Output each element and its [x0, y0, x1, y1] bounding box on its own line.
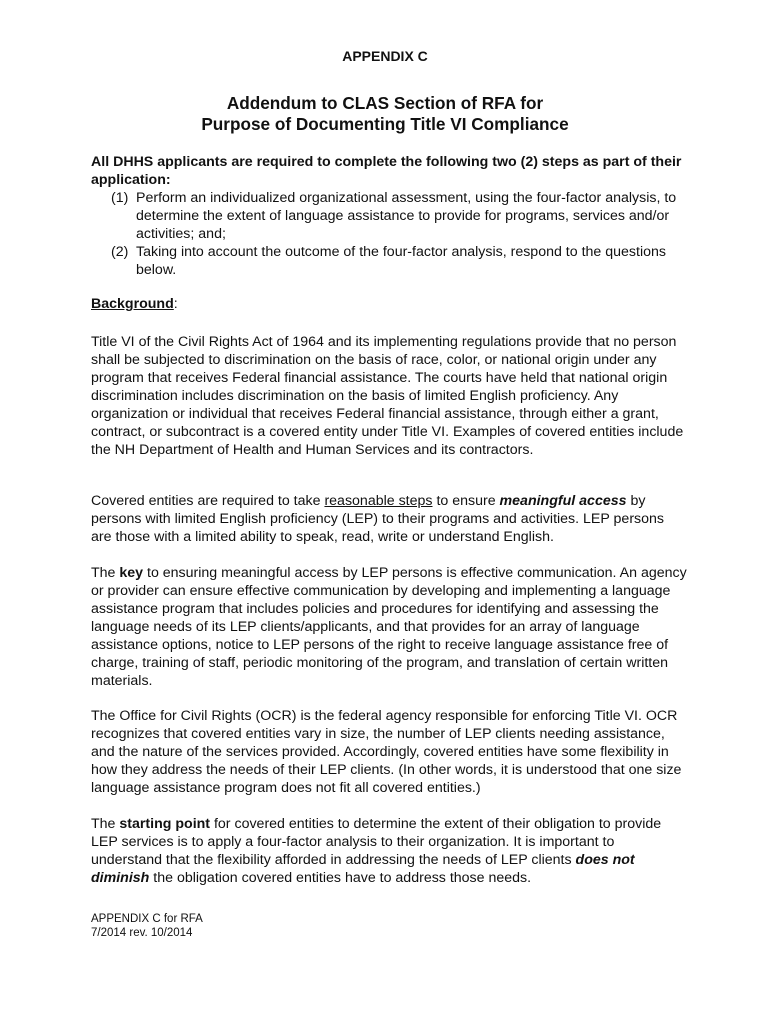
step-text: Taking into account the outcome of the four-factor analysis, respond to the questions below. — [136, 244, 666, 278]
background-heading-text: Background — [91, 296, 174, 312]
p5-text-a: The — [91, 816, 120, 832]
paragraph-ocr: The Office for Civil Rights (OCR) is the federal agency responsible for enforcing Title VI. OCR recognizes that covered entities vary in size, the number of LEP clients needing assistance, and the nature of the services provided. Accordingly, covered entities have some flexibility in how they address the needs of their LEP clients. (In other words, it is understood that one size language assistance program does not fit all covered entities.) — [91, 708, 682, 796]
p2-text-a: Covered entities are required to take — [91, 493, 325, 509]
document-title — [0, 93, 770, 135]
intro-instructions: All DHHS applicants are required to complete the following two (2) steps as part of their application: — [91, 154, 682, 188]
paragraph-title-vi: Title VI of the Civil Rights Act of 1964 and its implementing regulations provide that no person shall be subjected to discrimination on the basis of race, color, or national origin under any program that receives Federal financial assistance. The courts have held that national origin discrimination includes discrimination on the basis of limited English proficiency. Any organization or individual that receives Federal financial assistance, through either a grant, contract, or subcontract is a covered entity under Title VI. Examples of covered entities include the NH Department of Health and Human Services and its contractors. — [91, 334, 684, 458]
paragraph-starting-point — [91, 815, 687, 887]
meaningful-access-text: meaningful access — [499, 493, 627, 509]
reasonable-steps-text: reasonable steps — [324, 493, 433, 509]
background-heading — [91, 295, 178, 313]
does-not-diminish-text: does not diminish — [91, 852, 635, 886]
step-number: (1) — [111, 190, 129, 206]
background-heading-colon: : — [173, 296, 178, 312]
key-text: key — [119, 565, 144, 581]
steps-list — [111, 189, 691, 279]
footer-line-1: APPENDIX C for RFA — [91, 913, 203, 925]
page-footer — [91, 912, 203, 940]
starting-point-text: starting point — [119, 816, 211, 832]
p5-text-b: for covered entities to determine the extent of their obligation to provide LEP services is to apply a four-factor analysis to their organization. It is important to understand that the flexibility afforded in addressing the needs of LEP clients — [91, 816, 662, 868]
title-line-2: Purpose of Documenting Title VI Compliance — [201, 114, 569, 134]
footer-line-2: 7/2014 rev. 10/2014 — [91, 927, 193, 939]
p3-text-b: to ensuring meaningful access by LEP persons is effective communication. An agency or provider can ensure effective communication by developing and implementing a language assistance program that includes policies and procedures for identifying and assessing the language needs of its LEP clients/applicants, and that provides for an array of language assistance options, notice to LEP persons of the right to receive language assistance free of charge, training of staff, periodic monitoring of the program, and translation of certain written materials. — [91, 565, 687, 689]
step-text: Perform an individualized organizational assessment, using the four-factor analysis, to determine the extent of language assistance to provide for programs, services and/or activities; and; — [136, 190, 677, 242]
title-line-1: Addendum to CLAS Section of RFA for — [226, 93, 544, 113]
p5-text-c: the obligation covered entities have to address those needs. — [149, 870, 532, 886]
appendix-label: APPENDIX C — [342, 48, 428, 64]
p3-text-a: The — [91, 565, 120, 581]
paragraph-covered-entities — [91, 492, 687, 546]
paragraph-effective-communication — [91, 564, 687, 690]
p2-text-c: by persons with limited English proficiency (LEP) to their programs and activities. LEP persons are those with a limited ability to speak, read, write or understand English. — [91, 493, 665, 545]
step-number: (2) — [111, 244, 129, 260]
step-item — [111, 243, 691, 279]
p2-text-b: to ensure — [432, 493, 500, 509]
step-item — [111, 189, 691, 243]
